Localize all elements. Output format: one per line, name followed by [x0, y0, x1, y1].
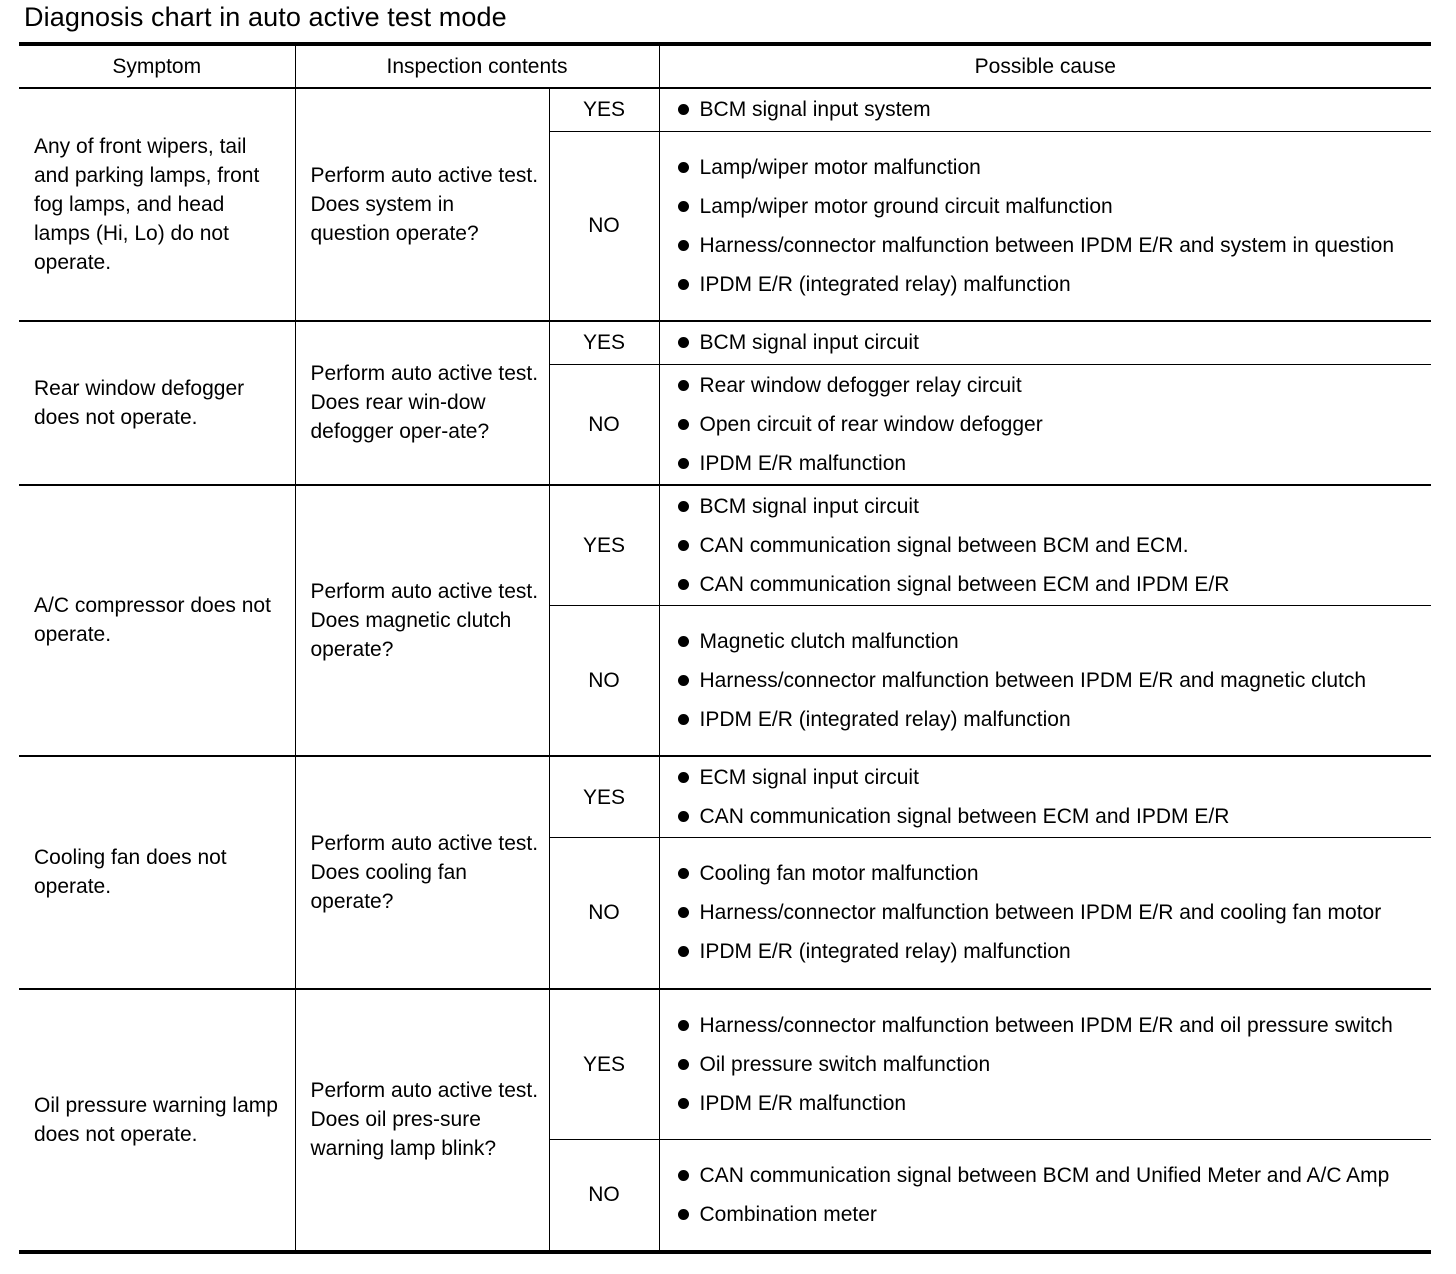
table-row: [19, 989, 1431, 1140]
cause-text: BCM signal input circuit: [699, 331, 919, 355]
cause-text: IPDM E/R (integrated relay) malfunction: [699, 272, 1071, 296]
table-row: [19, 485, 1431, 606]
bullet-icon: [678, 907, 689, 918]
list-item: [678, 231, 1422, 260]
symptom-cell: Rear window defogger does not operate.: [19, 321, 295, 485]
cause-text: Harness/connector malfunction between IPDM E/R and oil pressure switch: [699, 1013, 1393, 1037]
cause-text: IPDM E/R (integrated relay) malfunction: [699, 940, 1071, 964]
result-cell: NO: [549, 131, 659, 321]
list-item: [678, 449, 1422, 478]
header-symptom: Symptom: [19, 44, 295, 88]
header-inspection: Inspection contents: [295, 44, 659, 88]
cause-cell: [659, 1140, 1431, 1252]
list-item: [678, 802, 1422, 831]
list-item: [678, 1011, 1422, 1040]
bullet-icon: [678, 501, 689, 512]
cause-text: CAN communication signal between ECM and IPDM E/R: [699, 572, 1230, 596]
list-item: [678, 328, 1422, 357]
bullet-icon: [678, 946, 689, 957]
bullet-icon: [678, 380, 689, 391]
cause-text: ECM signal input circuit: [699, 766, 919, 789]
inspection-cell: Perform auto active test. Does system in question operate?: [295, 88, 549, 321]
diagnosis-table: [19, 42, 1431, 1254]
bullet-icon: [678, 162, 689, 173]
bullet-icon: [678, 1209, 689, 1220]
cause-text: Lamp/wiper motor ground circuit malfunction: [699, 194, 1113, 218]
list-item: [678, 898, 1422, 927]
cause-list: [678, 371, 1422, 478]
bullet-icon: [678, 714, 689, 725]
symptom-cell: Any of front wipers, tail and parking lamps, front fog lamps, and head lamps (Hi, Lo) do not operate.: [19, 88, 295, 321]
bullet-icon: [678, 1170, 689, 1181]
cause-cell: [659, 989, 1431, 1140]
cause-cell: [659, 605, 1431, 756]
cause-text: Magnetic clutch malfunction: [699, 629, 959, 653]
cause-list: [678, 1011, 1422, 1118]
cause-list: [678, 1161, 1422, 1229]
bullet-icon: [678, 279, 689, 290]
bullet-icon: [678, 104, 689, 115]
list-item: [678, 531, 1422, 560]
result-cell: YES: [549, 756, 659, 838]
bullet-icon: [678, 1098, 689, 1109]
bullet-icon: [678, 868, 689, 879]
bullet-icon: [678, 240, 689, 251]
cause-cell: [659, 838, 1431, 989]
cause-list: [678, 763, 1422, 831]
cause-text: Harness/connector malfunction between IPDM E/R and magnetic clutch: [699, 668, 1367, 692]
page-title: Diagnosis chart in auto active test mode: [24, 2, 507, 32]
result-cell: NO: [549, 838, 659, 989]
list-item: [678, 1161, 1422, 1190]
bullet-icon: [678, 636, 689, 647]
cause-text: Harness/connector malfunction between IPDM E/R and cooling fan motor: [699, 901, 1382, 925]
list-item: [678, 763, 1422, 792]
list-item: [678, 270, 1422, 299]
cause-text: Combination meter: [699, 1202, 877, 1226]
cause-list: [678, 153, 1422, 299]
table-row: [19, 88, 1431, 131]
inspection-cell: Perform auto active test. Does oil pres-sure warning lamp blink?: [295, 989, 549, 1252]
bullet-icon: [678, 201, 689, 212]
inspection-cell: Perform auto active test. Does magnetic clutch operate?: [295, 485, 549, 757]
bullet-icon: [678, 772, 689, 783]
cause-text: Cooling fan motor malfunction: [699, 862, 979, 886]
bullet-icon: [678, 1059, 689, 1070]
cause-text: CAN communication signal between BCM and ECM.: [699, 533, 1189, 557]
cause-list: [678, 328, 1422, 357]
bullet-icon: [678, 811, 689, 822]
result-cell: NO: [549, 1140, 659, 1252]
inspection-cell: Perform auto active test. Does rear win-dow defogger oper-ate?: [295, 321, 549, 485]
result-cell: YES: [549, 88, 659, 131]
result-cell: YES: [549, 989, 659, 1140]
cause-text: CAN communication signal between ECM and IPDM E/R: [699, 805, 1230, 828]
list-item: [678, 937, 1422, 966]
result-cell: NO: [549, 605, 659, 756]
bullet-icon: [678, 1020, 689, 1031]
bullet-icon: [678, 337, 689, 348]
bullet-icon: [678, 458, 689, 469]
cause-text: IPDM E/R (integrated relay) malfunction: [699, 707, 1071, 731]
cause-list: [678, 492, 1422, 599]
symptom-cell: A/C compressor does not operate.: [19, 485, 295, 757]
list-item: [678, 492, 1422, 521]
table-row: [19, 756, 1431, 838]
bullet-icon: [678, 419, 689, 430]
result-cell: YES: [549, 485, 659, 606]
cause-list: [678, 859, 1422, 966]
cause-text: Oil pressure switch malfunction: [699, 1052, 991, 1076]
list-item: [678, 1089, 1422, 1118]
list-item: [678, 627, 1422, 656]
cause-cell: [659, 756, 1431, 838]
result-cell: NO: [549, 364, 659, 485]
symptom-cell: Oil pressure warning lamp does not operate.: [19, 989, 295, 1252]
cause-list: [678, 95, 1422, 124]
bullet-icon: [678, 675, 689, 686]
cause-text: IPDM E/R malfunction: [699, 451, 907, 475]
cause-cell: [659, 131, 1431, 321]
table-row: [19, 321, 1431, 364]
result-cell: YES: [549, 321, 659, 364]
cause-text: BCM signal input circuit: [699, 494, 919, 518]
list-item: [678, 192, 1422, 221]
cause-text: Rear window defogger relay circuit: [699, 373, 1022, 397]
cause-text: BCM signal input system: [699, 98, 931, 122]
cause-text: CAN communication signal between BCM and Unified Meter and A/C Amp: [699, 1163, 1390, 1187]
list-item: [678, 95, 1422, 124]
header-cause: Possible cause: [659, 44, 1431, 88]
cause-cell: [659, 88, 1431, 131]
list-item: [678, 666, 1422, 695]
list-item: [678, 859, 1422, 888]
cause-cell: [659, 485, 1431, 606]
symptom-cell: Cooling fan does not operate.: [19, 756, 295, 989]
list-item: [678, 1200, 1422, 1229]
cause-text: Harness/connector malfunction between IPDM E/R and system in question: [699, 233, 1395, 257]
list-item: [678, 1050, 1422, 1079]
list-item: [678, 371, 1422, 400]
cause-text: Lamp/wiper motor malfunction: [699, 155, 981, 179]
bullet-icon: [678, 540, 689, 551]
list-item: [678, 410, 1422, 439]
list-item: [678, 705, 1422, 734]
header-row: [19, 44, 1431, 88]
inspection-cell: Perform auto active test. Does cooling fan operate?: [295, 756, 549, 989]
list-item: [678, 153, 1422, 182]
cause-cell: [659, 321, 1431, 364]
cause-text: IPDM E/R malfunction: [699, 1091, 907, 1115]
cause-text: Open circuit of rear window defogger: [699, 412, 1043, 436]
cause-list: [678, 627, 1422, 734]
bullet-icon: [678, 579, 689, 590]
cause-cell: [659, 364, 1431, 485]
list-item: [678, 570, 1422, 599]
